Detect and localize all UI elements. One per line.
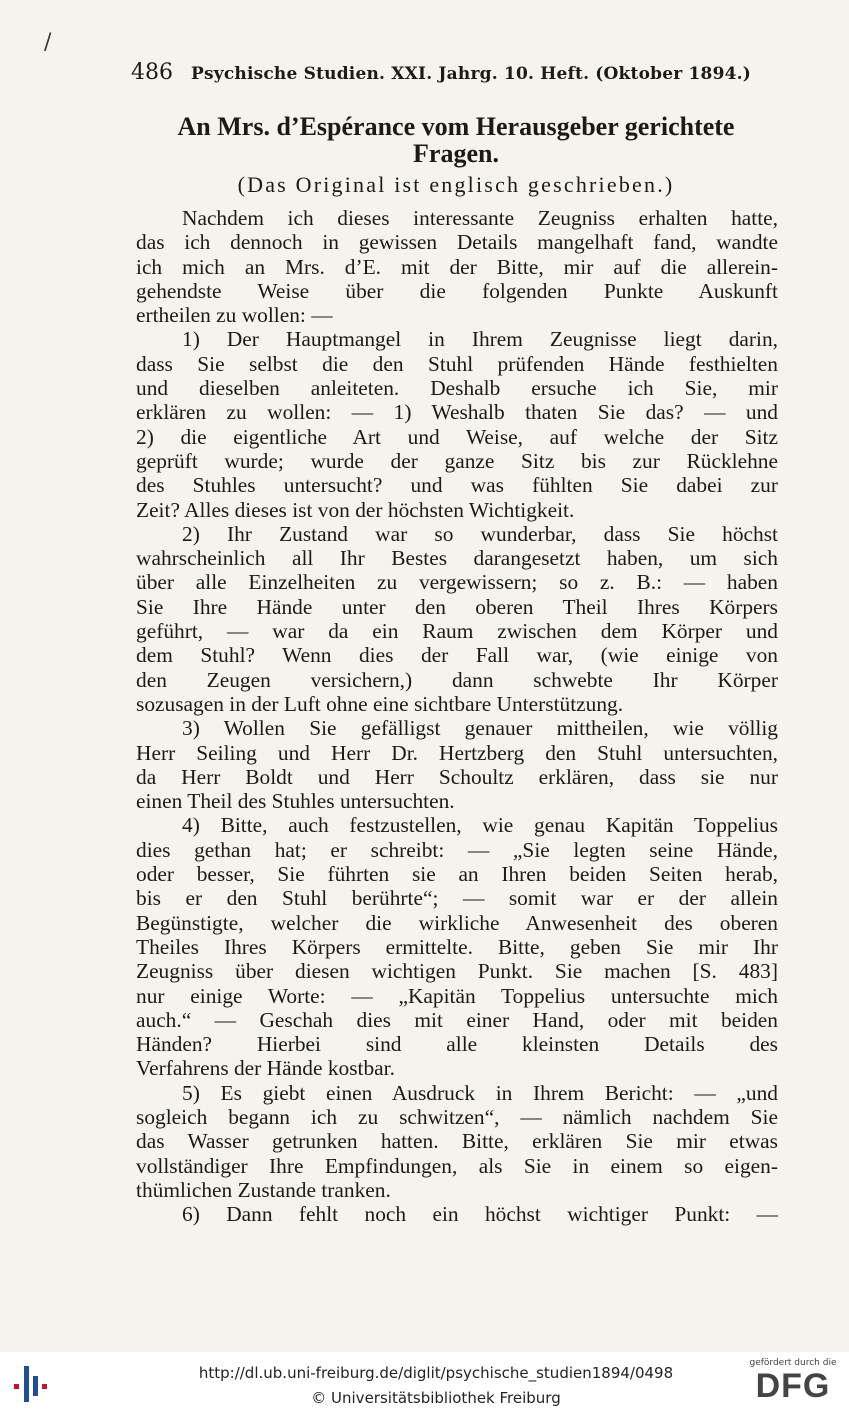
body-line: sogleich begann ich zu schwitzen“, — nämlich nachdem Sie [136,1104,778,1129]
page-number: 486 [131,60,173,85]
footer-bar [0,1352,849,1414]
body-line: Begünstigte, welcher die wirkliche Anwesenheit des oberen [136,910,778,935]
body-line: Theiles Ihres Körpers ermittelte. Bitte, geben Sie mir Ihr [136,934,778,959]
body-line: gehendste Weise über die folgenden Punkte Auskunft [136,278,778,303]
body-line: wahrscheinlich all Ihr Bestes darangesetzt haben, um sich [136,546,778,571]
body-line: 4) Bitte, auch festzustellen, wie genau Kapitän Toppelius [182,813,778,838]
page-header [131,60,771,90]
body-line: oder besser, Sie führten sie an Ihren beiden Seiten herab, [136,862,778,887]
body-line: auch.“ — Geschah dies mit einer Hand, oder mit beiden [136,1007,778,1032]
body-line: 2) Ihr Zustand war so wunderbar, dass Sie höchst [182,521,778,546]
body-line: das ich dennoch in gewissen Details mangelhaft fand, wandte [136,230,778,255]
body-line: den Zeugen versichern,) dann schwebte Ihr Körper [136,667,778,692]
body-line: vollständiger Ihre Empfindungen, als Sie in einem so eigen- [136,1153,778,1178]
body-line: Zeugniss über diesen wichtigen Punkt. Sie machen [S. 483] [136,959,778,984]
body-line: erklären zu wollen: — 1) Weshalb thaten Sie das? — und [136,400,778,425]
article-subtitle: (Das Original ist englisch geschrieben.) [237,172,675,197]
running-head: Psychische Studien. XXI. Jahrg. 10. Heft. (Oktober 1894.) [191,64,751,84]
article-body [136,206,778,1226]
dfg-logo-text: DFG [755,1367,831,1405]
body-line: bis er den Stuhl berührte“; — somit war er der allein [136,886,778,911]
body-line: das Wasser getrunken hatten. Bitte, erklären Sie mir etwas [136,1129,778,1154]
body-line: 2) die eigentliche Art und Weise, auf welche der Sitz [136,424,778,449]
dfg-funded-text: gefördert durch die [749,1358,837,1368]
body-line: Sie Ihre Hände unter den oberen Theil Ihres Körpers [136,594,778,619]
body-line: 1) Der Hauptmangel in Ihrem Zeugnisse liegt darin, [182,327,778,352]
body-line: nur einige Worte: — „Kapitän Toppelius untersuchte mich [136,983,778,1008]
library-logo-icon [8,1362,52,1406]
body-line: ertheilen zu wollen: — [136,303,333,328]
body-line: geprüft wurde; wurde der ganze Sitz bis zur Rücklehne [136,448,778,473]
body-line: dass Sie selbst die den Stuhl prüfenden Hände festhielten [136,351,778,376]
body-line: des Stuhles untersucht? und was fühlten Sie dabei zur [136,473,778,498]
body-line: dies gethan hat; er schreibt: — „Sie legten seine Hände, [136,837,778,862]
body-line: einen Theil des Stuhles untersuchten. [136,789,455,814]
body-line: und dieselben anleiteten. Deshalb ersuche ich Sie, mir [136,376,778,401]
body-line: 6) Dann fehlt noch ein höchst wichtiger Punkt: — [182,1202,778,1227]
body-line: Verfahrens der Hände kostbar. [136,1056,395,1081]
article-title: An Mrs. d’Espérance vom Herausgeber gerichtete Fragen. [177,112,735,168]
margin-mark: / [44,30,52,55]
body-line: da Herr Boldt und Herr Schoultz erklären, dass sie nur [136,764,778,789]
body-line: dem Stuhl? Wenn dies der Fall war, (wie einige von [136,643,778,668]
body-line: sozusagen in der Luft ohne eine sichtbare Unterstützung. [136,691,624,716]
dfg-logo [747,1358,839,1410]
body-line: 5) Es giebt einen Ausdruck in Ihrem Bericht: — „und [182,1080,778,1105]
body-line: ich mich an Mrs. d’E. mit der Bitte, mir auf die allerein- [136,254,778,279]
body-line: über alle Einzelheiten zu vergewissern; so z. B.: — haben [136,570,778,595]
body-line: geführt, — war da ein Raum zwischen dem Körper und [136,619,778,644]
body-line: 3) Wollen Sie gefälligst genauer mittheilen, wie völlig [182,716,778,741]
body-line: Zeit? Alles dieses ist von der höchsten Wichtigkeit. [136,497,575,522]
source-url-link[interactable]: http://dl.ub.uni-freiburg.de/diglit/psychische_studien1894/0498 [198,1364,674,1382]
body-line: Nachdem ich dieses interessante Zeugniss erhalten hatte, [182,206,778,230]
copyright-text: © Universitätsbibliothek Freiburg [311,1389,561,1407]
body-line: Händen? Hierbei sind alle kleinsten Details des [136,1032,778,1057]
body-line: thümlichen Zustande tranken. [136,1177,391,1202]
body-line: Herr Seiling und Herr Dr. Hertzberg den Stuhl untersuchten, [136,740,778,765]
